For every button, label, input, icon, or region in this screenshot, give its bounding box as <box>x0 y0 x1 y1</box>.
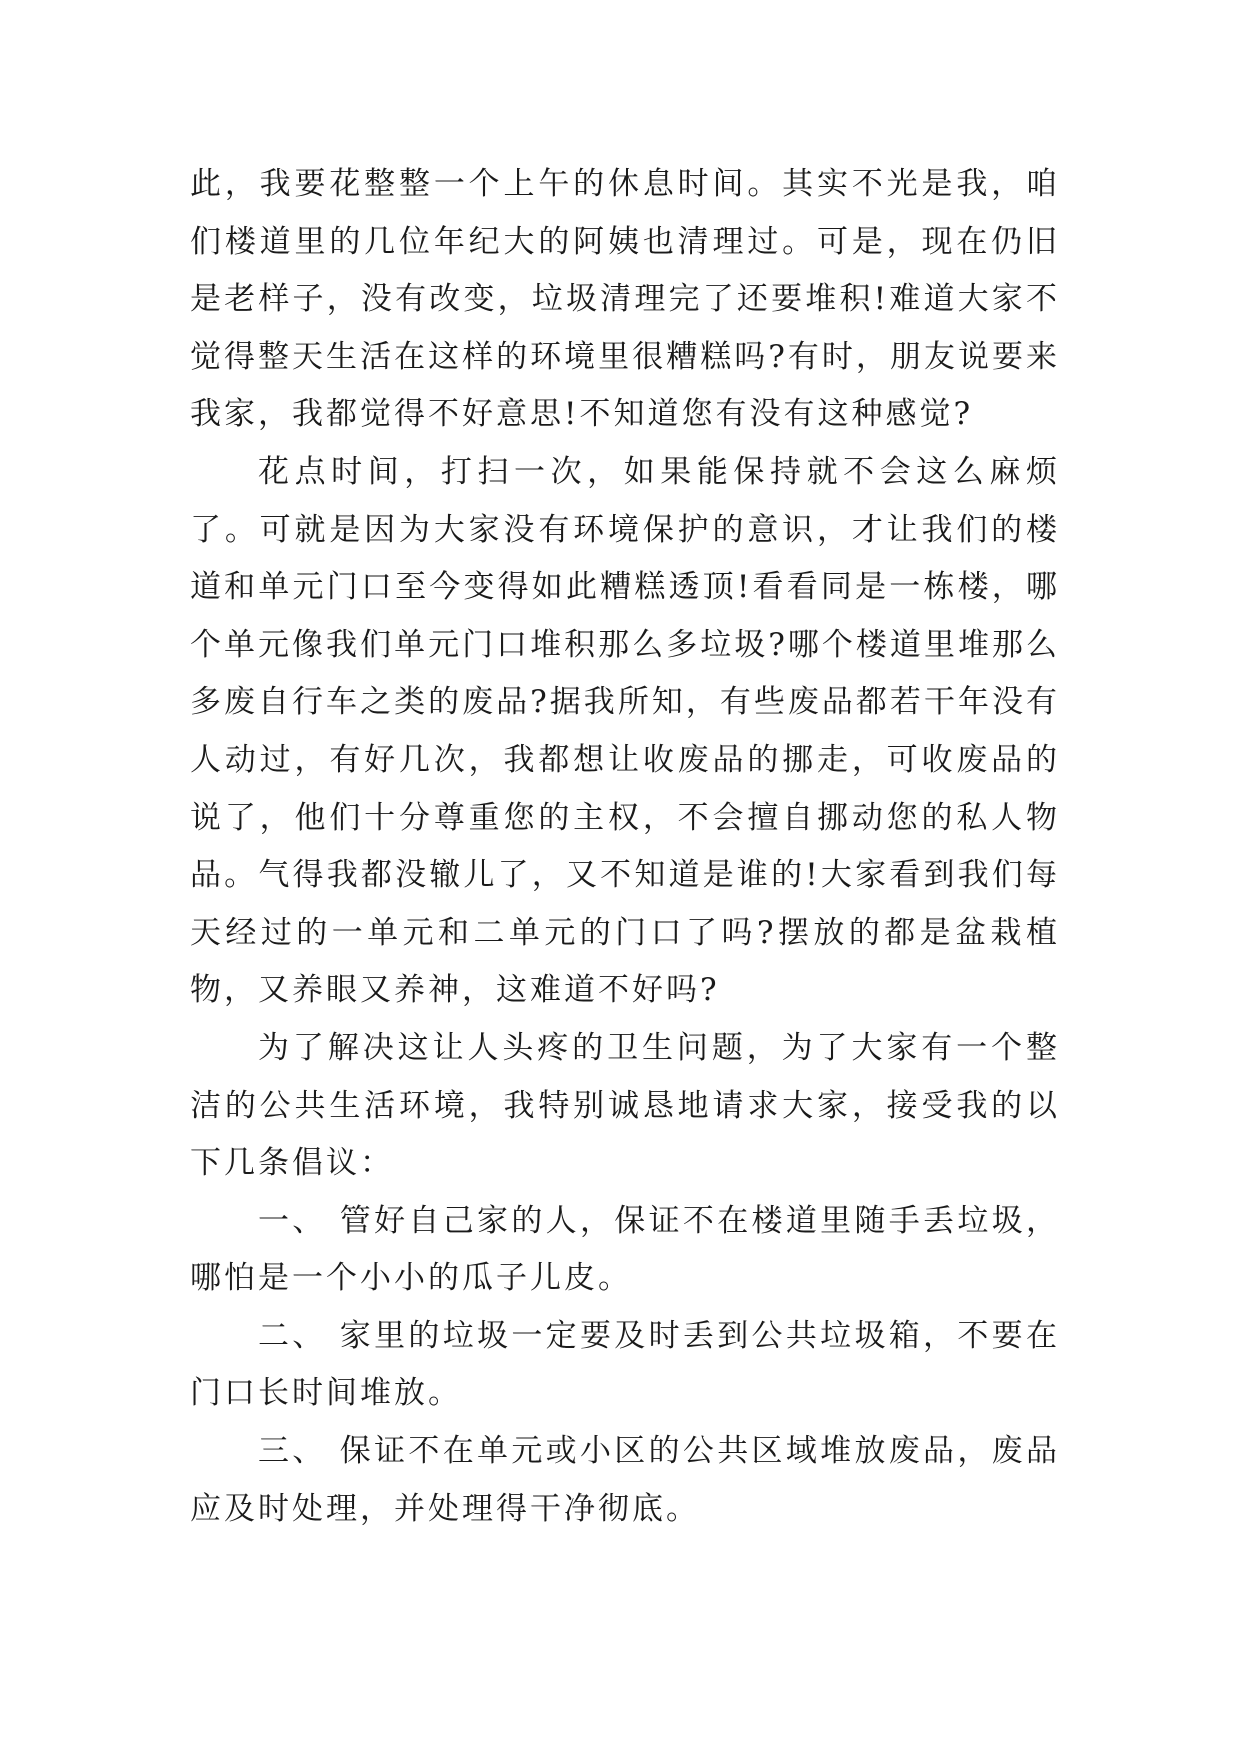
paragraph-proposal-intro: 为了解决这让人头疼的卫生问题，为了大家有一个整洁的公共生活环境，我特别诚恳地请求大家，接受我的以下几条倡议： <box>190 1029 1060 1182</box>
paragraph-cleaning: 花点时间，打扫一次，如果能保持就不会这么麻烦了。可就是因为大家没有环境保护的意识，才让我们的楼道和单元门口至今变得如此糟糕透顶!看看同是一栋楼，哪个单元像我们单元门口堆积那么多垃圾?哪个楼道里堆那么多废自行车之类的废品?据我所知，有些废品都若干年没有人动过，有好几次，我都想让收废品的挪走，可收废品的说了，他们十分尊重您的主权，不会擅自挪动您的私人物品。气得我都没辙儿了，又不知道是谁的!大家看到我们每天经过的一单元和二单元的门口了吗?摆放的都是盆栽植物，又养眼又养神，这难道不好吗? <box>190 453 1060 1009</box>
proposal-item-3: 三、 保证不在单元或小区的公共区域堆放废品，废品应及时处理，并处理得干净彻底。 <box>190 1433 1060 1527</box>
proposal-item-1: 一、 管好自己家的人，保证不在楼道里随手丢垃圾，哪怕是一个小小的瓜子儿皮。 <box>190 1202 1060 1297</box>
proposal-item-2: 二、 家里的垃圾一定要及时丢到公共垃圾箱，不要在门口长时间堆放。 <box>190 1317 1060 1412</box>
paragraph-continuation: 此，我要花整整一个上午的休息时间。其实不光是我，咱们楼道里的几位年纪大的阿姨也清理过。可是，现在仍旧是老样子，没有改变，垃圾清理完了还要堆积!难道大家不觉得整天生活在这样的环境里很糟糕吗?有时，朋友说要来我家，我都觉得不好意思!不知道您有没有这种感觉? <box>190 166 1060 433</box>
document-body <box>190 156 1060 1538</box>
